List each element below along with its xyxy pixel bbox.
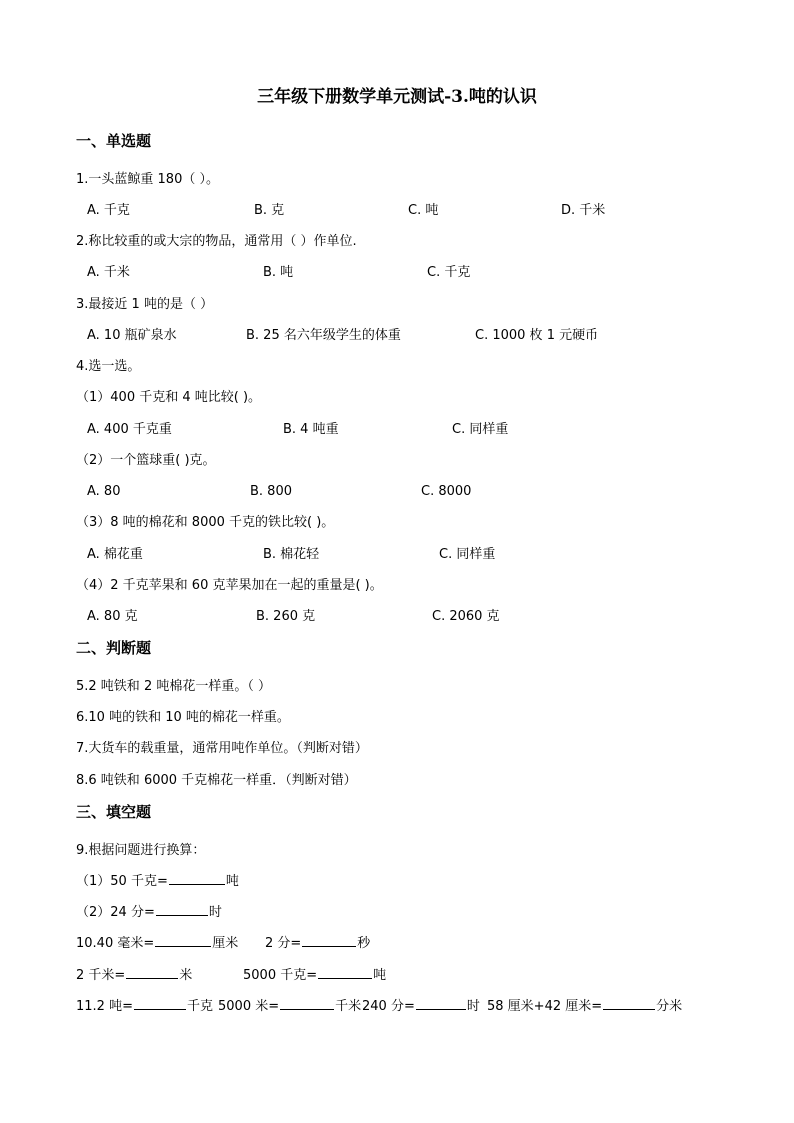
question-9-2-prefix: （2）24 分= (76, 905, 155, 920)
question-10-a-unit: 厘米 (212, 936, 239, 951)
question-5: 5.2 吨铁和 2 吨棉花一样重。（ ） (76, 679, 271, 694)
answer-blank[interactable] (126, 977, 178, 979)
question-4-2-stem: （2）一个篮球重( )克。 (76, 453, 216, 468)
answer-blank[interactable] (603, 1008, 655, 1010)
question-11-c-prefix: 240 分= (362, 999, 415, 1014)
question-9-1 (76, 873, 239, 891)
question-10-d-prefix: 5000 千克= (243, 968, 318, 983)
question-4-1-stem: （1）400 千克和 4 吨比较( )。 (76, 390, 262, 405)
question-4-4-option-c[interactable]: C. 2060 克 (432, 609, 500, 624)
question-4-4-option-a[interactable]: A. 80 克 (87, 609, 138, 624)
question-3-option-a[interactable]: A. 10 瓶矿泉水 (87, 328, 177, 343)
question-1-option-b[interactable]: B. 克 (254, 203, 285, 218)
question-3-stem: 3.最接近 1 吨的是（ ） (76, 297, 214, 312)
question-10-b (265, 935, 370, 953)
question-11-b (218, 998, 361, 1016)
question-4-3-option-c[interactable]: C. 同样重 (439, 547, 496, 562)
question-10-a-prefix: 10.40 毫米= (76, 936, 155, 951)
answer-blank[interactable] (155, 945, 211, 947)
question-11-a-unit: 千克 (186, 999, 213, 1014)
question-4-1-option-a[interactable]: A. 400 千克重 (87, 422, 172, 437)
question-9-2-unit: 时 (208, 905, 222, 920)
question-1-option-d[interactable]: D. 千米 (561, 203, 606, 218)
question-10-c-prefix: 2 千米= (76, 968, 126, 983)
question-4-2-option-b[interactable]: B. 800 (250, 484, 292, 499)
question-4-stem: 4.选一选。 (76, 359, 141, 374)
answer-blank[interactable] (280, 1008, 334, 1010)
question-4-1-option-c[interactable]: C. 同样重 (452, 422, 509, 437)
question-1-option-a[interactable]: A. 千克 (87, 203, 130, 218)
answer-blank[interactable] (134, 1008, 186, 1010)
answer-blank[interactable] (169, 883, 225, 885)
question-4-4-stem: （4）2 千克苹果和 60 克苹果加在一起的重量是( )。 (76, 578, 383, 593)
question-11-c-unit: 时 (466, 999, 480, 1014)
question-11-a-prefix: 11.2 吨= (76, 999, 133, 1014)
question-10-d-unit: 吨 (373, 968, 387, 983)
question-4-2-option-a[interactable]: A. 80 (87, 484, 121, 499)
section-heading-true-false: 二、判断题 (76, 639, 152, 657)
page-title: 三年级下册数学单元测试-3.吨的认识 (257, 87, 537, 107)
question-6: 6.10 吨的铁和 10 吨的棉花一样重。 (76, 710, 290, 725)
question-9-1-prefix: （1）50 千克= (76, 874, 168, 889)
question-2-option-c[interactable]: C. 千克 (427, 265, 471, 280)
question-4-3-option-a[interactable]: A. 棉花重 (87, 547, 143, 562)
question-4-3-option-b[interactable]: B. 棉花轻 (263, 547, 320, 562)
question-9-stem: 9.根据问题进行换算： (76, 843, 206, 858)
question-11-b-unit: 千米 (335, 999, 362, 1014)
section-heading-fill-in: 三、填空题 (76, 803, 152, 821)
question-11-d (487, 998, 682, 1016)
answer-blank[interactable] (416, 1008, 466, 1010)
question-3-option-c[interactable]: C. 1000 枚 1 元硬币 (475, 328, 599, 343)
question-11-a (76, 998, 213, 1016)
question-10-a (76, 935, 238, 953)
question-3-option-b[interactable]: B. 25 名六年级学生的体重 (246, 328, 401, 343)
question-10-d (243, 967, 386, 985)
question-11-d-unit: 分米 (656, 999, 683, 1014)
question-1-option-c[interactable]: C. 吨 (408, 203, 439, 218)
answer-blank[interactable] (156, 914, 208, 916)
question-4-3-stem: （3）8 吨的棉花和 8000 千克的铁比较( )。 (76, 515, 335, 530)
question-11-b-prefix: 5000 米= (218, 999, 280, 1014)
question-10-b-unit: 秒 (357, 936, 371, 951)
question-4-4-option-b[interactable]: B. 260 克 (256, 609, 316, 624)
question-1-stem: 1.一头蓝鲸重 180（ ）。 (76, 172, 219, 187)
question-11-d-prefix: 58 厘米+42 厘米= (487, 999, 603, 1014)
section-heading-single-choice: 一、单选题 (76, 132, 152, 150)
question-9-1-unit: 吨 (225, 874, 239, 889)
answer-blank[interactable] (302, 945, 356, 947)
question-10-c (76, 967, 192, 985)
question-8: 8.6 吨铁和 6000 千克棉花一样重．（判断对错） (76, 773, 357, 788)
question-9-2 (76, 904, 222, 922)
question-4-1-option-b[interactable]: B. 4 吨重 (283, 422, 339, 437)
answer-blank[interactable] (318, 977, 372, 979)
question-2-option-a[interactable]: A. 千米 (87, 265, 130, 280)
question-7: 7.大货车的载重量，通常用吨作单位。（判断对错） (76, 741, 368, 756)
question-10-b-prefix: 2 分= (265, 936, 302, 951)
question-4-2-option-c[interactable]: C. 8000 (421, 484, 472, 499)
question-2-stem: 2.称比较重的或大宗的物品，通常用（ ）作单位. (76, 234, 357, 249)
question-10-c-unit: 米 (179, 968, 193, 983)
question-2-option-b[interactable]: B. 吨 (263, 265, 294, 280)
question-11-c (362, 998, 480, 1016)
